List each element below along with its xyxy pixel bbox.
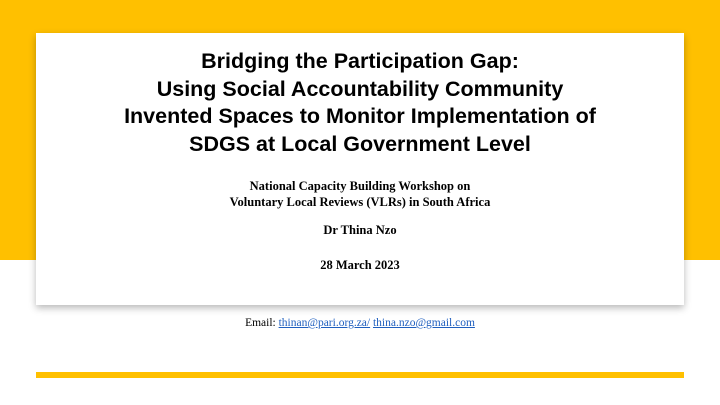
email-label: Email: [245, 317, 276, 329]
author-name: Dr Thina Nzo [323, 223, 397, 237]
title-line-2: Using Social Accountability Community [156, 76, 564, 101]
slide-title [36, 48, 684, 158]
subtitle-line-1: National Capacity Building Workshop on [249, 179, 471, 193]
slide-subtitle [36, 178, 684, 210]
bottom-accent-bar [36, 372, 684, 378]
subtitle-line-2: Voluntary Local Reviews (VLRs) in South Africa [229, 195, 491, 209]
title-line-4: SDGS at Local Government Level [189, 131, 531, 156]
title-card [36, 33, 684, 305]
email-line [0, 317, 720, 329]
presentation-date: 28 March 2023 [320, 258, 400, 272]
email-link-pari[interactable]: thinan@pari.org.za/ [278, 317, 371, 329]
title-line-3: Invented Spaces to Monitor Implementation of [124, 104, 596, 128]
email-link-gmail[interactable]: thina.nzo@gmail.com [372, 317, 475, 329]
title-line-1: Bridging the Participation Gap: [201, 49, 519, 73]
